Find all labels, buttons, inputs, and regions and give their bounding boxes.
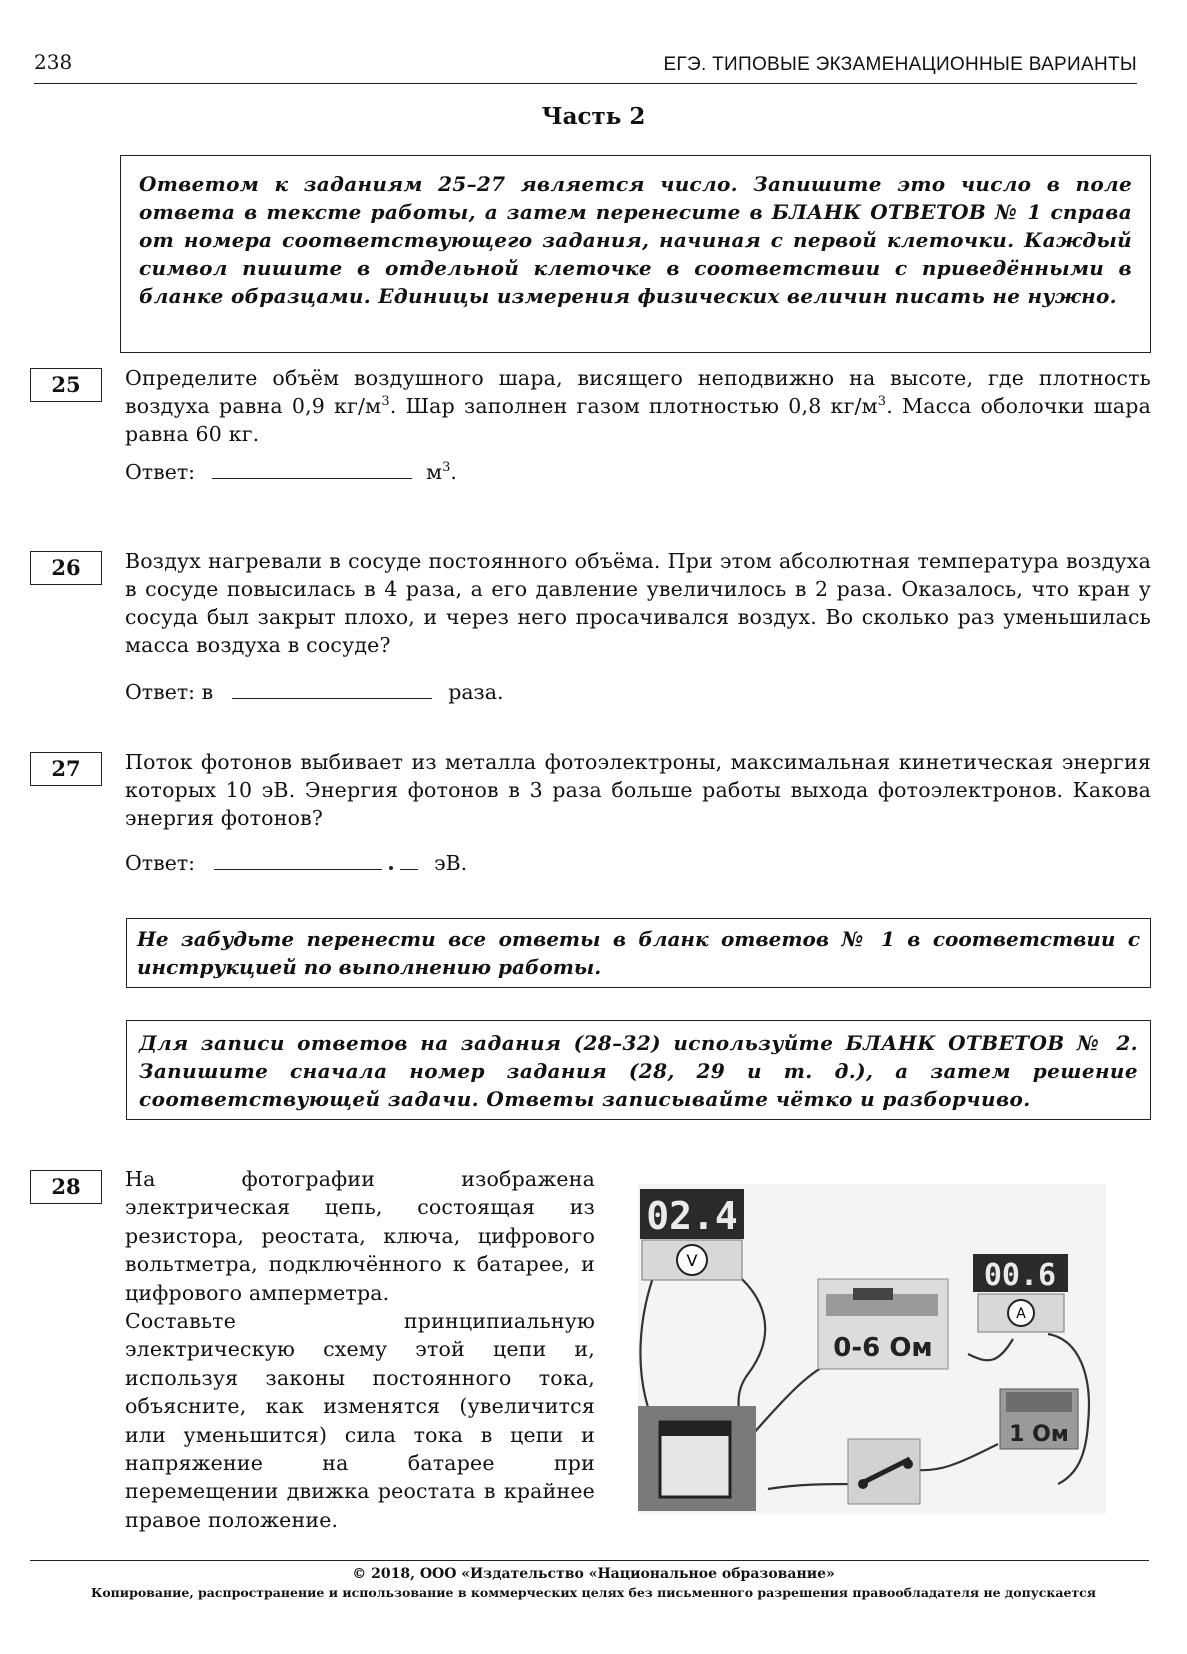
instructions-1-text: Ответом к заданиям 25–27 является число. Запишите это число в поле ответа в тексте работы, а затем перенесите в БЛАНК ОТВЕТОВ № 1 справа от номера соответствующего задания, начиная с первой клеточки. Каждый символ пишите в отдельной клеточке в соответствии с приведёнными в бланке образцами. Единицы измерения физических величин писать не нужно.	[139, 172, 1132, 308]
answer-label: Ответ: в	[125, 680, 214, 704]
rheostat-label: 0-6 Ом	[833, 1333, 933, 1363]
task-27-answer-field-integer[interactable]	[214, 849, 382, 870]
footer-notice: Копирование, распространение и использование в коммерческих целях без письменного разрешения правообладателя не допускается	[90, 1585, 1097, 1600]
answer-unit: эВ.	[434, 851, 468, 875]
circuit-photo	[638, 1184, 1106, 1514]
voltmeter	[640, 1189, 744, 1280]
voltmeter-display: 02.4	[646, 1194, 738, 1238]
answer-label: Ответ:	[125, 460, 196, 484]
footer-rule	[30, 1560, 1149, 1561]
reminder-text: Не забудьте перенести все ответы в бланк ответов № 1 в соответствии с инструкцией по выполнению работы.	[137, 927, 1140, 979]
header-rule	[34, 83, 1137, 84]
reminder-box	[126, 918, 1151, 988]
task-28-paragraph-2: Составьте принципиальную электрическую схему этой цепи и, используя законы постоянного тока, объясните, как изменятся (увеличится или уменьшится) сила тока в цепи и напряжение на батарее при перемещении движка реостата в крайнее правое положение.	[125, 1309, 595, 1532]
task-number-27: 27	[30, 752, 102, 786]
ammeter-symbol: A	[1016, 1306, 1026, 1322]
battery	[638, 1406, 756, 1511]
task-number-26: 26	[30, 551, 102, 585]
answer-label: Ответ:	[125, 851, 196, 875]
task-26-answer-field[interactable]	[232, 678, 432, 699]
footer-copyright: © 2018, ООО «Издательство «Национальное образование»	[352, 1566, 835, 1582]
task-27-answer-field-decimal[interactable]	[400, 849, 418, 870]
ammeter-display: 00.6	[983, 1258, 1057, 1293]
decimal-point	[389, 866, 393, 870]
part-title: Часть 2	[541, 103, 646, 130]
task-27-text: Поток фотонов выбивает из металла фотоэлектроны, максимальная кинетическая энергия которых 10 эВ. Энергия фотонов в 3 раза больше работы выхода фотоэлектронов. Какова энергия фотонов?	[125, 750, 1151, 830]
voltmeter-symbol: V	[686, 1251, 698, 1270]
task-number-25: 25	[30, 368, 102, 402]
page-number: 238	[34, 50, 73, 74]
resistor	[1000, 1389, 1078, 1449]
instructions-box-2	[126, 1020, 1151, 1120]
task-26-text: Воздух нагревали в сосуде постоянного объёма. При этом абсолютная температура воздуха в сосуде повысилась в 4 раза, а его давление увеличилось в 2 раза. Оказалось, что кран у сосуда был закрыт плохо, и через него просачивался воздух. Во сколько раз уменьшилась масса воздуха в сосуде?	[125, 549, 1151, 657]
task-25-answer-line	[125, 458, 457, 484]
task-28-text	[125, 1165, 595, 1534]
switch	[848, 1439, 920, 1504]
answer-unit: $м^3$.	[426, 460, 457, 484]
task-number-28: 28	[30, 1170, 102, 1204]
running-header-title: ЕГЭ. ТИПОВЫЕ ЭКЗАМЕНАЦИОННЫЕ ВАРИАНТЫ	[663, 54, 1137, 75]
task-26-answer-line	[125, 678, 503, 704]
task-28-paragraph-1: На фотографии изображена электрическая цепь, состоящая из резистора, реостата, ключа, цифрового вольтметра, подключённого к батарее, и цифрового амперметра.	[125, 1167, 595, 1305]
rheostat	[818, 1279, 948, 1369]
instructions-2-text: Для записи ответов на задания (28–32) используйте БЛАНК ОТВЕТОВ № 2. Запишите сначала номер задания (28, 29 и т. д.), а затем решение соответствующей задачи. Ответы записывайте чётко и разборчиво.	[139, 1031, 1138, 1111]
task-25-text: Определите объём воздушного шара, висящего неподвижно на высоте, где плотность воздуха равна 0,9 $кг/м^3$. Шар заполнен газом плотностью 0,8 $кг/м^3$. Масса оболочки шара равна 60 кг.	[125, 366, 1151, 446]
task-27-answer-line	[125, 849, 467, 875]
task-25-answer-field[interactable]	[212, 458, 412, 479]
instructions-box-1	[120, 155, 1151, 353]
resistor-label: 1 Ом	[1009, 1422, 1069, 1447]
answer-unit: раза.	[448, 680, 504, 704]
